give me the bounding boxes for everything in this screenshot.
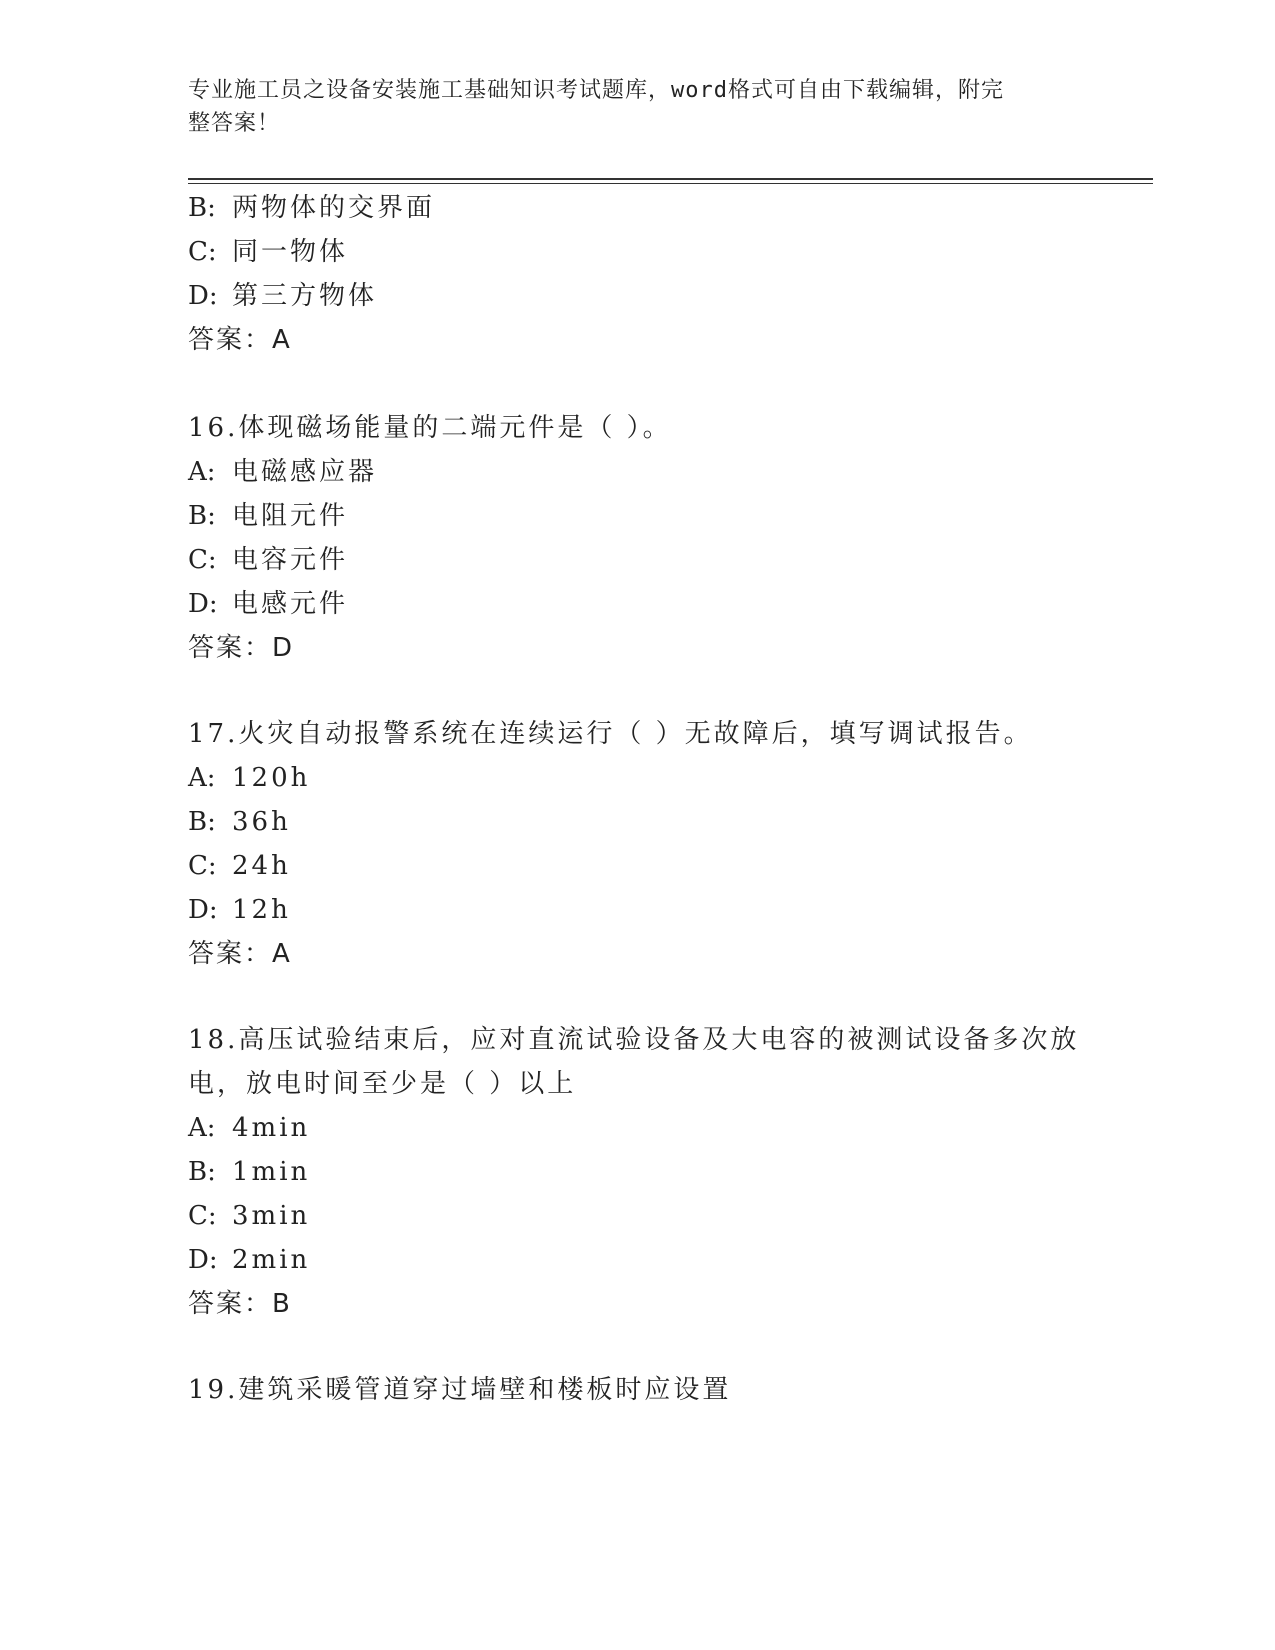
option-letter: B: xyxy=(188,1157,216,1187)
q17-option-b xyxy=(188,804,291,840)
option-letter: D: xyxy=(188,1245,218,1275)
q16-option-c xyxy=(188,542,348,578)
option-text: 24h xyxy=(232,851,291,881)
option-text: 36h xyxy=(232,807,291,837)
q18-option-d xyxy=(188,1242,310,1278)
option-text: 电容元件 xyxy=(232,545,349,575)
q19-question: 19.建筑采暖管道穿过墙壁和楼板时应设置 xyxy=(188,1375,732,1405)
q17-option-a xyxy=(188,760,310,796)
option-letter: D: xyxy=(188,589,218,619)
option-letter: C: xyxy=(188,1201,217,1231)
option-letter: A: xyxy=(188,763,216,793)
q16-option-b xyxy=(188,498,348,534)
header-line-2: 整答案！ xyxy=(188,111,281,136)
option-letter: C: xyxy=(188,237,217,267)
q17-option-c xyxy=(188,848,291,884)
q17-answer: 答案：A xyxy=(188,939,292,969)
option-letter: D: xyxy=(188,895,218,925)
option-letter: A: xyxy=(188,457,216,487)
option-text: 12h xyxy=(232,895,291,925)
q16-answer: 答案：D xyxy=(188,633,295,663)
header-divider-thin xyxy=(188,183,1153,184)
option-text: 第三方物体 xyxy=(232,281,378,311)
option-letter: C: xyxy=(188,851,217,881)
option-letter: A: xyxy=(188,1113,216,1143)
header-line-1: 专业施工员之设备安装施工基础知识考试题库，word格式可自由下载编辑，附完 xyxy=(188,78,1004,103)
header-divider-thick xyxy=(188,178,1153,180)
q18-question-line-2: 电，放电时间至少是（ ）以上 xyxy=(188,1069,577,1099)
q16-option-a xyxy=(188,454,377,490)
document-header xyxy=(188,74,1068,140)
q18-question-line-1: 18.高压试验结束后，应对直流试验设备及大电容的被测试设备多次放 xyxy=(188,1025,1080,1055)
option-text: 1min xyxy=(232,1157,311,1187)
q15-option-c xyxy=(188,234,348,270)
q15-option-d xyxy=(188,278,377,314)
option-text: 2min xyxy=(232,1245,311,1275)
q15-answer: 答案：A xyxy=(188,325,292,355)
option-letter: D: xyxy=(188,281,218,311)
option-text: 电阻元件 xyxy=(232,501,349,531)
q17-question: 17.火灾自动报警系统在连续运行（ ）无故障后，填写调试报告。 xyxy=(188,719,1033,749)
q15-option-b xyxy=(188,190,435,226)
option-letter: B: xyxy=(188,193,216,223)
q16-option-d xyxy=(188,586,348,622)
q18-option-a xyxy=(188,1110,310,1146)
option-text: 电磁感应器 xyxy=(232,457,378,487)
option-text: 4min xyxy=(232,1113,311,1143)
q18-option-c xyxy=(188,1198,310,1234)
option-text: 3min xyxy=(232,1201,311,1231)
option-letter: C: xyxy=(188,545,217,575)
option-text: 120h xyxy=(232,763,311,793)
option-text: 两物体的交界面 xyxy=(232,193,436,223)
q17-option-d xyxy=(188,892,291,928)
option-letter: B: xyxy=(188,501,216,531)
q18-answer: 答案：B xyxy=(188,1289,292,1319)
option-text: 电感元件 xyxy=(232,589,349,619)
q18-option-b xyxy=(188,1154,310,1190)
option-text: 同一物体 xyxy=(232,237,349,267)
q16-question: 16.体现磁场能量的二端元件是（ ）。 xyxy=(188,413,672,443)
option-letter: B: xyxy=(188,807,216,837)
